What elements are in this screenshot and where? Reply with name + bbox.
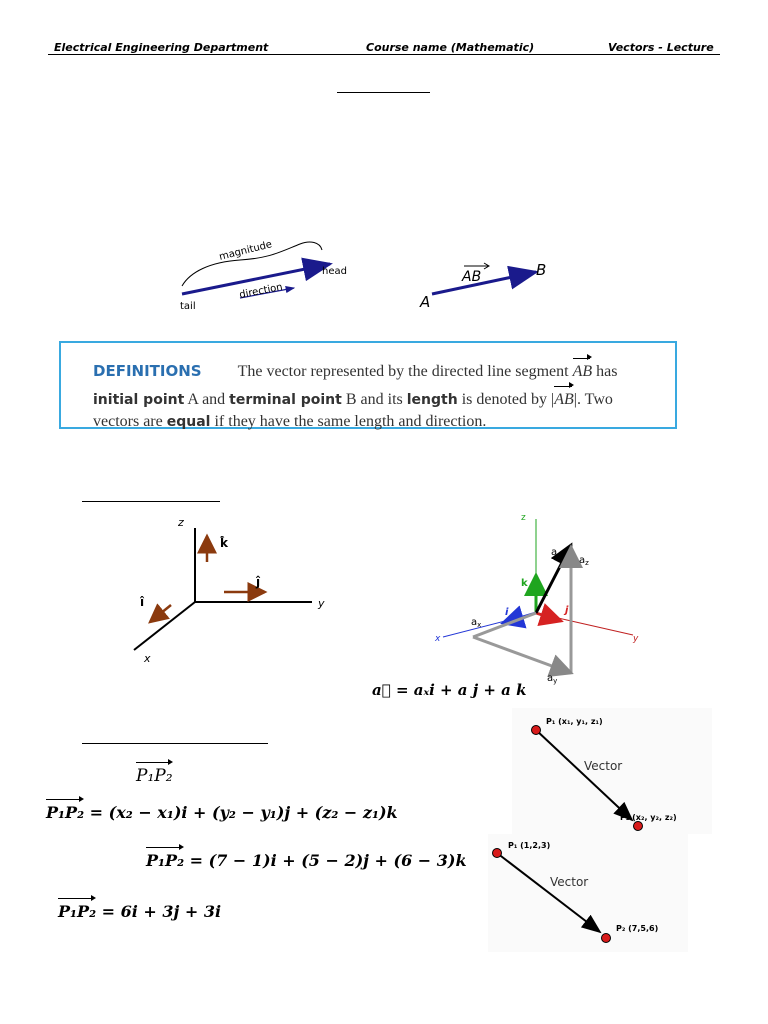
vector-anatomy-figure <box>170 232 370 314</box>
p1p2-numeric-figure <box>488 834 688 952</box>
p2-numeric-point <box>602 934 611 943</box>
section-underline-points <box>82 743 268 744</box>
header-department: Electrical Engineering Department <box>54 41 269 54</box>
title-underline <box>337 92 430 93</box>
header-course: Course name (Mathematic) <box>366 41 535 54</box>
equation-result: P₁P₂ = 6i + 3j + 3i <box>58 896 221 921</box>
z-axis-label: z <box>521 513 526 523</box>
vector-components-figure <box>425 505 655 690</box>
p1p2-general-figure <box>512 708 712 834</box>
direction-label: direction <box>238 281 284 301</box>
ay-label: $a_y$ <box>547 673 558 685</box>
ab-vector-figure <box>418 258 588 314</box>
p1-numeric-point <box>493 849 502 858</box>
point-a-label: A <box>420 293 431 311</box>
x-axis-label: x <box>435 634 441 644</box>
header-title: Vectors - Lecture <box>608 41 714 54</box>
i-hat-label: î <box>140 595 145 609</box>
equation-general: P₁P₂ = (x₂ − x₁)i + (y₂ − y₁)j + (z₂ − z₁)k <box>46 797 398 822</box>
p2-numeric-label: P₂ (7,5,6) <box>616 924 659 933</box>
p1-point <box>532 726 541 735</box>
z-label: z <box>178 516 184 529</box>
a-label: a <box>551 547 558 558</box>
ab-arrow <box>432 272 536 294</box>
magnitude-label: magnitude <box>218 239 274 263</box>
y-axis-label: y <box>633 634 639 644</box>
az-label: $a_z$ <box>579 555 589 567</box>
section-underline-unit-vectors <box>82 501 220 502</box>
ab-overline: AB <box>573 355 593 383</box>
p1p2-label: P₁P₂ <box>136 760 173 786</box>
a-vector-equation: a⃗ = aₓi + a j + a k <box>372 681 527 699</box>
j-arrow <box>536 613 561 621</box>
definition-keyword: DEFINITIONS <box>93 362 202 380</box>
header-rule <box>48 54 720 55</box>
ax-label: $a_x$ <box>471 617 482 629</box>
tail-label: tail <box>180 301 196 312</box>
j-hat-label: ĵ <box>256 575 261 589</box>
k-label: k <box>521 578 528 589</box>
numeric-vector-label: Vector <box>550 875 589 889</box>
ay-component <box>473 637 571 673</box>
j-label: j <box>565 605 569 616</box>
p1-numeric-label: P₁ (1,2,3) <box>508 841 551 850</box>
definition-box: DEFINITIONS The vector represented by the directed line segment AB has initial point A and terminal point B and its length is denoted by |AB|. Two vectors are equal if they have the same length and direction. <box>59 341 677 429</box>
x-label: x <box>144 652 151 665</box>
i-unit-arrow <box>150 605 171 622</box>
p2-point <box>634 822 643 831</box>
k-hat-label: k̂ <box>220 536 228 550</box>
equation-substituted: P₁P₂ = (7 − 1)i + (5 − 2)j + (6 − 3)k <box>146 845 467 870</box>
point-b-label: B <box>536 261 547 279</box>
p2-general-label: P₂ (x₂, y₂, z₂) <box>620 813 677 822</box>
unit-vectors-figure <box>120 510 350 670</box>
ab-label: AB <box>462 269 482 285</box>
head-label: head <box>322 266 347 277</box>
i-label: i <box>505 607 509 618</box>
y-label: y <box>318 597 325 610</box>
general-vector-label: Vector <box>584 759 623 773</box>
p1-general-label: P₁ (x₁, y₁, z₁) <box>546 717 603 726</box>
